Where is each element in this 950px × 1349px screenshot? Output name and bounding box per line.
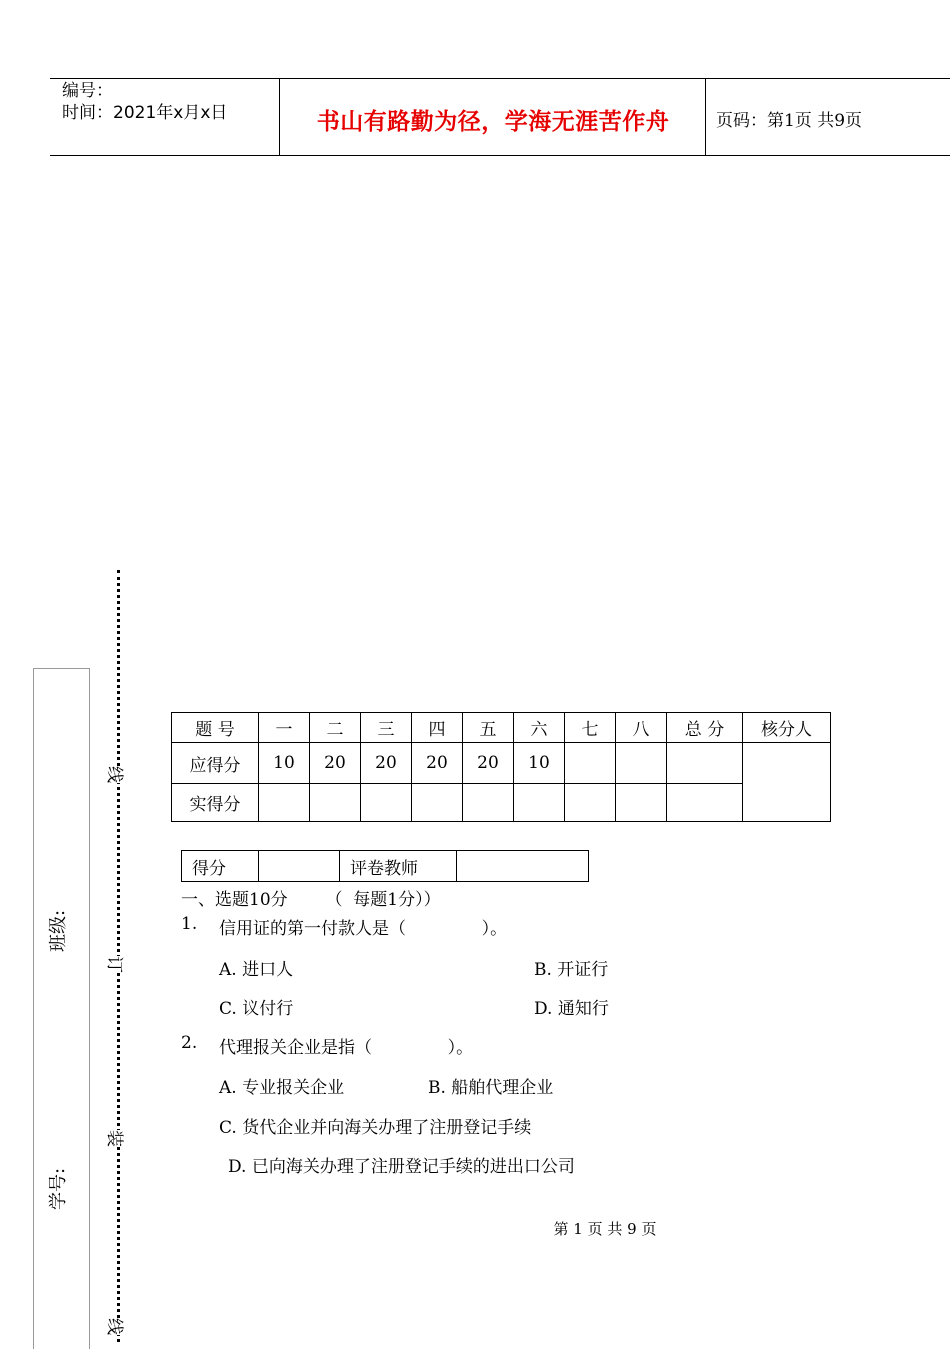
binding-char-bind: 装 <box>102 1130 131 1147</box>
option-b: B. 船舶代理企业 <box>428 1078 554 1098</box>
option-d: D. 已向海关办理了注册登记手续的进出口公司 <box>228 1157 575 1177</box>
header-cell: 核分人 <box>743 713 831 743</box>
header-cell: 一 <box>259 713 310 743</box>
header-cell: 八 <box>616 713 667 743</box>
grade-box <box>181 850 589 882</box>
header-divider-1 <box>279 78 280 155</box>
header-bottom-rule <box>50 155 950 156</box>
header-divider-2 <box>705 78 706 155</box>
score-cell <box>310 784 361 822</box>
page-footer: 第 1 页 共 9 页 <box>553 1220 657 1238</box>
score-cell: 20 <box>412 743 463 784</box>
score-cell <box>259 784 310 822</box>
header-cell: 总 分 <box>667 713 743 743</box>
header-cell: 七 <box>565 713 616 743</box>
binding-char-line-bottom: 线 <box>102 1318 131 1335</box>
binding-char-order: 订 <box>102 956 131 973</box>
score-table-expected-row <box>172 743 831 784</box>
grade-teacher-label: 评卷教师 <box>340 851 457 882</box>
score-cell <box>361 784 412 822</box>
option-b: B. 开证行 <box>534 960 609 980</box>
time-label: 时间：2021年x月x日 <box>62 103 228 123</box>
question-number: 1. <box>181 914 198 934</box>
option-a: A. 专业报关企业 <box>219 1078 345 1098</box>
header-cell: 三 <box>361 713 412 743</box>
student-no-label: 学号: <box>48 1167 70 1211</box>
question-stem: 信用证的第一付款人是（ ）。 <box>219 919 508 939</box>
student-info-box <box>33 668 90 1349</box>
question-stem: 代理报关企业是指（ ）。 <box>219 1038 474 1058</box>
row-label: 应得分 <box>172 743 259 784</box>
header-cell: 四 <box>412 713 463 743</box>
score-cell: 20 <box>463 743 514 784</box>
grade-score-label: 得分 <box>182 851 259 882</box>
header-cell: 六 <box>514 713 565 743</box>
header-top-rule <box>50 78 950 79</box>
option-c: C. 议付行 <box>219 999 294 1019</box>
option-c: C. 货代企业并向海关办理了注册登记手续 <box>219 1118 532 1138</box>
grade-score-field[interactable] <box>259 851 340 882</box>
score-cell: 10 <box>259 743 310 784</box>
score-cell: 20 <box>310 743 361 784</box>
class-label: 班级: <box>48 909 70 953</box>
score-cell: 20 <box>361 743 412 784</box>
header-cell: 题 号 <box>172 713 259 743</box>
score-cell <box>514 784 565 822</box>
question-number: 2. <box>181 1033 198 1053</box>
score-cell <box>667 784 743 822</box>
section-title: 一、选题10分 （ 每题1分）） <box>181 890 441 910</box>
score-cell <box>412 784 463 822</box>
score-cell <box>565 743 616 784</box>
score-cell <box>667 743 743 784</box>
score-cell <box>463 784 514 822</box>
header-meta <box>62 80 227 124</box>
binding-char-line-top: 线 <box>102 766 131 783</box>
score-table-actual-row <box>172 784 831 822</box>
header-motto: 书山有路勤为径，学海无涯苦作舟 <box>316 109 670 135</box>
score-cell: 10 <box>514 743 565 784</box>
option-d: D. 通知行 <box>534 999 609 1019</box>
score-cell <box>616 784 667 822</box>
score-table-header-row <box>172 713 831 743</box>
header-cell: 二 <box>310 713 361 743</box>
score-cell <box>565 784 616 822</box>
code-label: 编号： <box>62 81 113 101</box>
grade-teacher-field[interactable] <box>457 851 589 882</box>
header-cell: 五 <box>463 713 514 743</box>
score-table <box>171 712 831 822</box>
option-a: A. 进口人 <box>219 960 294 980</box>
checker-cell <box>743 743 831 822</box>
header-page-label: 页码：第1页 共9页 <box>716 111 863 131</box>
row-label: 实得分 <box>172 784 259 822</box>
score-cell <box>616 743 667 784</box>
